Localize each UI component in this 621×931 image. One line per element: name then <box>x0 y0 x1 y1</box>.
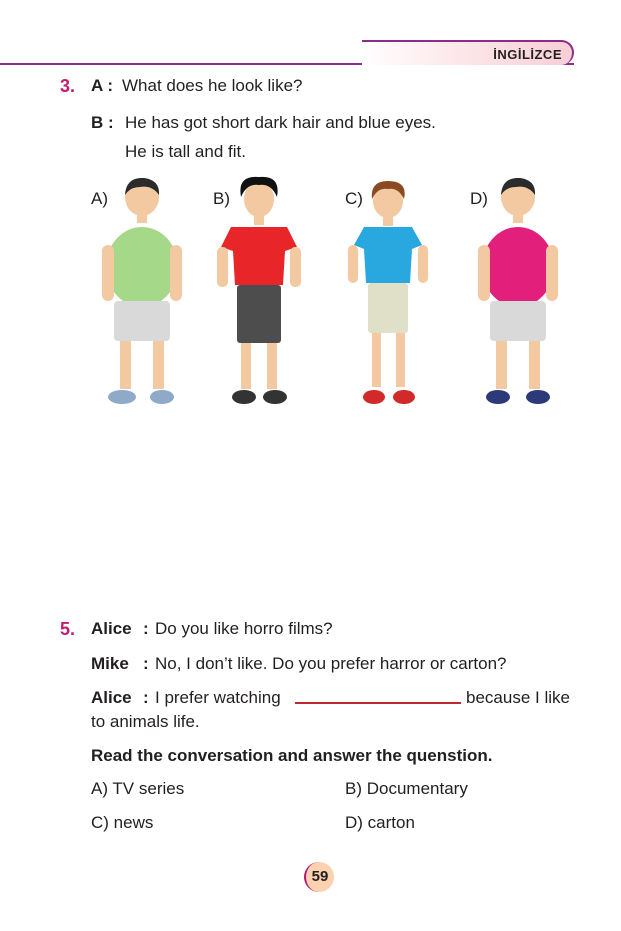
boy-figure-d[interactable] <box>468 175 568 415</box>
q5-line1-text: Do you like horro films? <box>155 619 333 638</box>
figure-c-body <box>348 181 428 404</box>
q5-line3-text-b: because I like <box>466 688 570 707</box>
q5-line2-speaker: Mike <box>91 654 129 673</box>
subject-label: İNGİLİZCE <box>493 47 562 62</box>
q5-number: 5. <box>60 619 76 639</box>
boy-figure-a[interactable] <box>92 175 192 415</box>
subject-tab <box>362 40 574 65</box>
q3-number: 3. <box>60 76 76 96</box>
boy-figure-b[interactable] <box>209 175 309 415</box>
q5-line3-text-a: I prefer watching <box>155 688 281 707</box>
figure-a-body <box>102 178 182 404</box>
q3-option-c-label[interactable]: C) <box>345 189 363 208</box>
q3-answer-line1: He has got short dark hair and blue eyes. <box>125 113 436 132</box>
q3-answer-line2: He is tall and fit. <box>125 142 246 161</box>
q5-line3-colon: : <box>143 688 149 707</box>
boy-figure-c[interactable] <box>338 175 438 415</box>
q3-question-text: What does he look like? <box>122 76 303 95</box>
q3-speaker-b: B : <box>91 113 114 132</box>
q5-option-c[interactable]: C) news <box>91 813 154 832</box>
q3-option-a-label[interactable]: A) <box>91 189 108 208</box>
q5-option-a[interactable]: A) TV series <box>91 779 185 798</box>
q5-line3-speaker: Alice <box>91 688 132 707</box>
q3-option-d-label[interactable]: D) <box>470 189 488 208</box>
q3-speaker-a: A : <box>91 76 114 95</box>
figure-b-body <box>217 177 301 404</box>
page-number: 59 <box>304 862 334 892</box>
q5-option-b[interactable]: B) Documentary <box>345 779 468 798</box>
q5-instruction: Read the conversation and answer the quenstion. <box>91 746 493 765</box>
q5-line3-text-c: to animals life. <box>91 712 200 731</box>
answer-blank-line[interactable] <box>295 702 461 704</box>
figure-d-body <box>478 178 558 404</box>
q5-line1-colon: : <box>143 619 149 638</box>
q5-line2-text: No, I don’t like. Do you prefer harror or carton? <box>155 654 507 673</box>
q3-option-b-label[interactable]: B) <box>213 189 230 208</box>
q5-option-d[interactable]: D) carton <box>345 813 415 832</box>
q5-line1-speaker: Alice <box>91 619 132 638</box>
q5-line2-colon: : <box>143 654 149 673</box>
